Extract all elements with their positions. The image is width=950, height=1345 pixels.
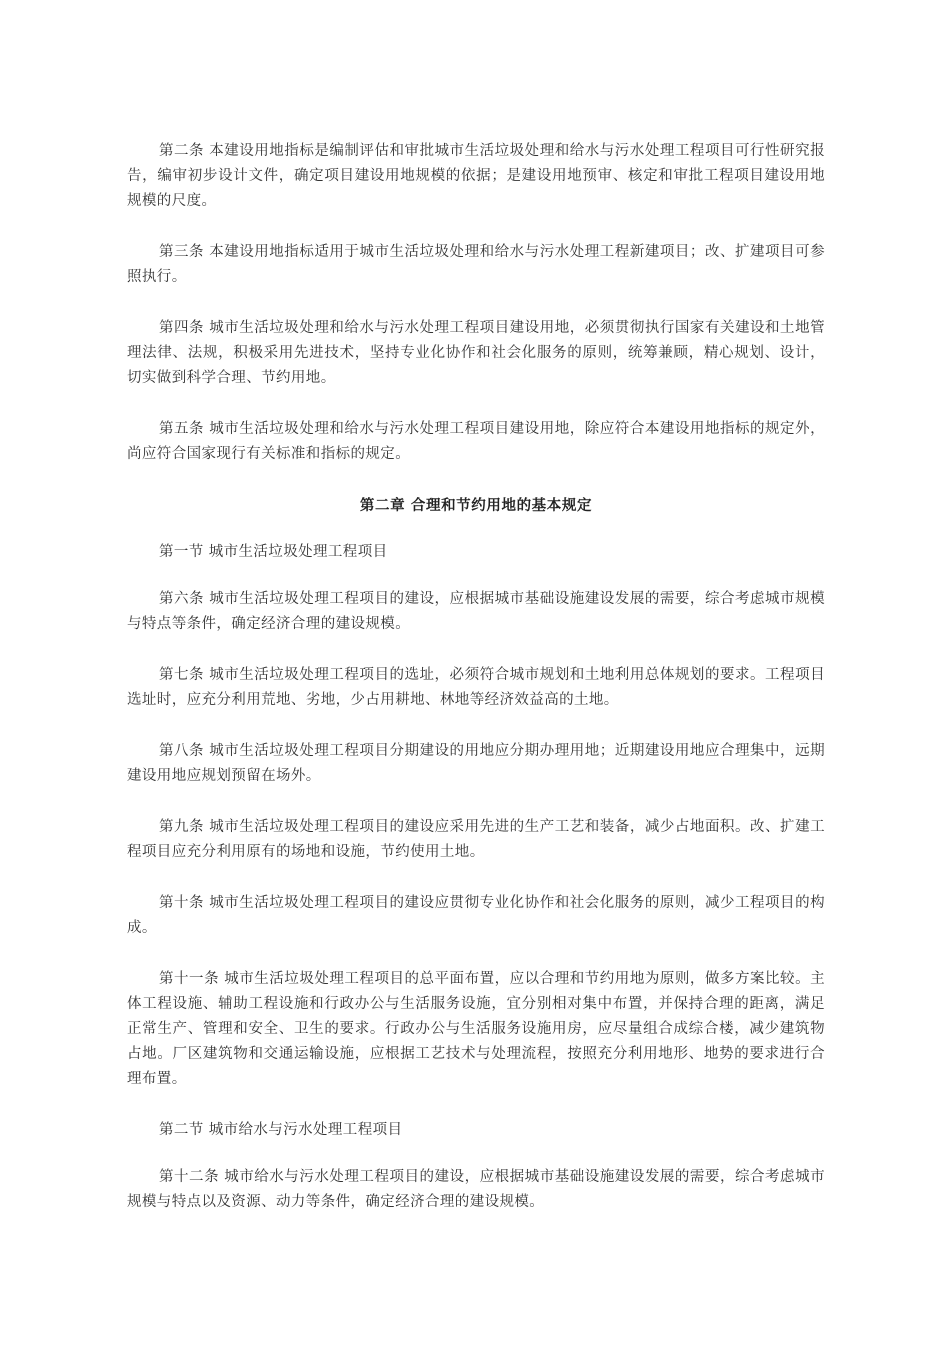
chapter-2-heading: 第二章 合理和节约用地的基本规定 [359, 497, 593, 514]
article-3: 第三条 本建设用地指标适用于城市生活垃圾处理和给水与污水处理工程新建项目；改、扩建项目可参照执行。 [127, 244, 825, 285]
article-4: 第四条 城市生活垃圾处理和给水与污水处理工程项目建设用地，必须贯彻执行国家有关建设和土地管理法律、法规，积极采用先进技术，坚持专业化协作和社会化服务的原则，统筹兼顾，精心规划、设计，切实做到科学合理、节约用地。 [127, 320, 825, 386]
article-7: 第七条 城市生活垃圾处理工程项目的选址，必须符合城市规划和土地利用总体规划的要求。工程项目选址时，应充分利用荒地、劣地，少占用耕地、林地等经济效益高的土地。 [127, 667, 825, 708]
section-2-heading: 第二节 城市给水与污水处理工程项目 [159, 1122, 403, 1138]
article-2: 第二条 本建设用地指标是编制评估和审批城市生活垃圾处理和给水与污水处理工程项目可行性研究报告，编审初步设计文件，确定项目建设用地规模的依据；是建设用地预审、核定和审批工程项目建设用地规模的尺度。 [127, 143, 825, 209]
section-1-heading: 第一节 城市生活垃圾处理工程项目 [159, 544, 388, 560]
article-11: 第十一条 城市生活垃圾处理工程项目的总平面布置，应以合理和节约用地为原则，做多方案比较。主体工程设施、辅助工程设施和行政办公与生活服务设施，宜分别相对集中布置，并保持合理的距离，满足正常生产、管理和安全、卫生的要求。行政办公与生活服务设施用房，应尽量组合成综合楼，减少建筑物占地。厂区建筑物和交通运输设施，应根据工艺技术与处理流程，按照充分利用地形、地势的要求进行合理布置。 [127, 971, 825, 1087]
article-8: 第八条 城市生活垃圾处理工程项目分期建设的用地应分期办理用地；近期建设用地应合理集中，远期建设用地应规划预留在场外。 [127, 743, 825, 784]
article-6: 第六条 城市生活垃圾处理工程项目的建设，应根据城市基础设施建设发展的需要，综合考虑城市规模与特点等条件，确定经济合理的建设规模。 [127, 591, 825, 632]
article-5: 第五条 城市生活垃圾处理和给水与污水处理工程项目建设用地，除应符合本建设用地指标的规定外，尚应符合国家现行有关标准和指标的规定。 [127, 421, 825, 462]
document-body [127, 139, 825, 1241]
article-12: 第十二条 城市给水与污水处理工程项目的建设，应根据城市基础设施建设发展的需要，综合考虑城市规模与特点以及资源、动力等条件，确定经济合理的建设规模。 [127, 1169, 825, 1210]
article-9: 第九条 城市生活垃圾处理工程项目的建设应采用先进的生产工艺和装备，减少占地面积。改、扩建工程项目应充分利用原有的场地和设施，节约使用土地。 [127, 819, 825, 860]
article-10: 第十条 城市生活垃圾处理工程项目的建设应贯彻专业化协作和社会化服务的原则，减少工程项目的构成。 [127, 895, 825, 936]
